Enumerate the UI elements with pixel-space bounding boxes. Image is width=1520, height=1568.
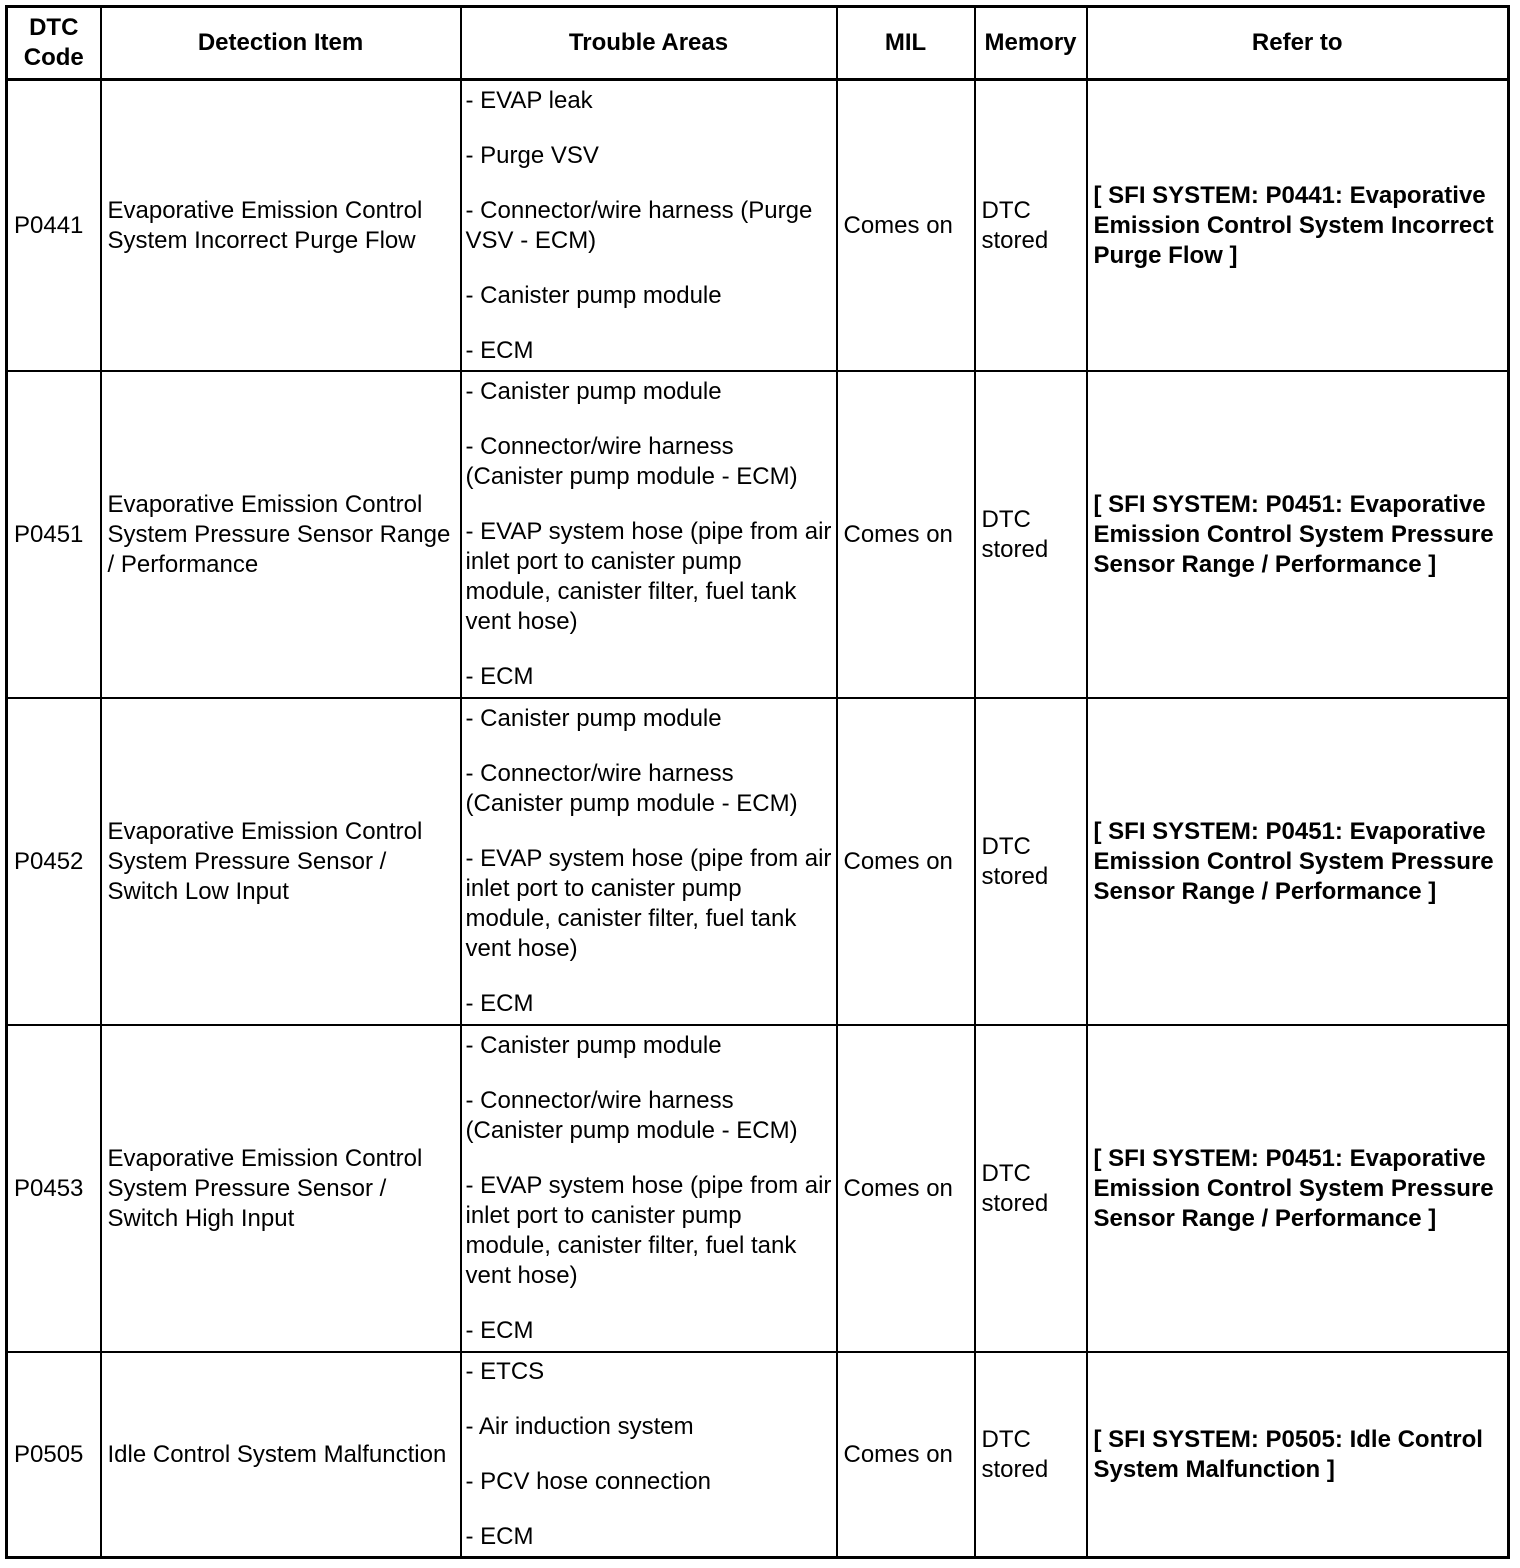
trouble-area-item: - ECM [465,1317,534,1344]
header-detection-item: Detection Item [101,7,461,80]
dtc-table [5,5,1510,1559]
header-row [7,7,1509,80]
refer-to-cell: [ SFI SYSTEM: P0451: Evaporative Emission Control System Pressure Sensor Range / Performance ] [1087,698,1509,1025]
trouble-areas-cell [461,1352,837,1558]
header-memory: Memory [975,7,1087,80]
trouble-area-item: - Canister pump module [465,705,722,732]
dtc-code-cell: P0452 [7,698,101,1025]
dtc-code-cell: P0453 [7,1025,101,1352]
mil-cell: Comes on [837,1352,975,1558]
mil-cell: Comes on [837,80,975,372]
trouble-area-item: - ETCS [465,1358,545,1385]
table-row [7,1025,1509,1352]
refer-to-cell: [ SFI SYSTEM: P0451: Evaporative Emission Control System Pressure Sensor Range / Performance ] [1087,371,1509,698]
trouble-area-item: - ECM [465,336,534,364]
refer-to-cell: [ SFI SYSTEM: P0441: Evaporative Emission Control System Incorrect Purge Flow ] [1087,80,1509,372]
detection-item-cell: Evaporative Emission Control System Pressure Sensor Range / Performance [101,371,461,698]
memory-cell: DTC stored [975,371,1087,698]
trouble-area-item: - Connector/wire harness (Canister pump module - ECM) [465,1087,798,1144]
mil-cell: Comes on [837,371,975,698]
header-refer-to: Refer to [1087,7,1509,80]
table-row [7,1352,1509,1558]
trouble-area-item: - Connector/wire harness (Canister pump module - ECM) [465,760,798,817]
trouble-area-item: - EVAP system hose (pipe from air inlet port to canister pump module, canister filter, fuel tank vent hose) [465,518,832,635]
trouble-area-item: - Canister pump module [465,1032,722,1059]
trouble-area-item: - EVAP system hose (pipe from air inlet port to canister pump module, canister filter, fuel tank vent hose) [465,1172,832,1289]
detection-item-cell: Evaporative Emission Control System Pressure Sensor / Switch High Input [101,1025,461,1352]
trouble-areas-cell [461,1025,837,1352]
detection-item-cell: Evaporative Emission Control System Incorrect Purge Flow [101,80,461,372]
dtc-code-cell: P0451 [7,371,101,698]
trouble-area-item: - Canister pump module [465,281,722,309]
trouble-areas-cell [461,371,837,698]
memory-cell: DTC stored [975,1025,1087,1352]
refer-to-cell: [ SFI SYSTEM: P0505: Idle Control System Malfunction ] [1087,1352,1509,1558]
trouble-area-item: - ECM [465,1523,534,1550]
header-trouble-areas: Trouble Areas [461,7,837,80]
table-row [7,698,1509,1025]
trouble-area-item: - Air induction system [465,1413,694,1440]
mil-cell: Comes on [837,698,975,1025]
refer-to-cell: [ SFI SYSTEM: P0451: Evaporative Emission Control System Pressure Sensor Range / Performance ] [1087,1025,1509,1352]
memory-cell: DTC stored [975,1352,1087,1558]
trouble-area-item: - EVAP system hose (pipe from air inlet port to canister pump module, canister filter, fuel tank vent hose) [465,845,832,962]
trouble-area-item: - Connector/wire harness (Canister pump module - ECM) [465,433,798,490]
table-row [7,371,1509,698]
trouble-areas-cell [461,698,837,1025]
trouble-areas-cell [461,80,837,372]
dtc-code-cell: P0505 [7,1352,101,1558]
mil-cell: Comes on [837,1025,975,1352]
trouble-area-item: - Canister pump module [465,378,722,405]
header-mil: MIL [837,7,975,80]
trouble-area-item: - PCV hose connection [465,1468,711,1495]
dtc-code-cell: P0441 [7,80,101,372]
trouble-area-item: - ECM [465,990,534,1017]
memory-cell: DTC stored [975,698,1087,1025]
trouble-area-item: - Purge VSV [465,141,599,169]
trouble-area-item: - EVAP leak [465,86,593,114]
detection-item-cell: Evaporative Emission Control System Pressure Sensor / Switch Low Input [101,698,461,1025]
trouble-area-item: - Connector/wire harness (Purge VSV - ECM) [465,196,813,254]
trouble-area-item: - ECM [465,663,534,690]
memory-cell: DTC stored [975,80,1087,372]
header-dtc-code: DTC Code [7,7,101,80]
detection-item-cell: Idle Control System Malfunction [101,1352,461,1558]
table-row [7,80,1509,372]
